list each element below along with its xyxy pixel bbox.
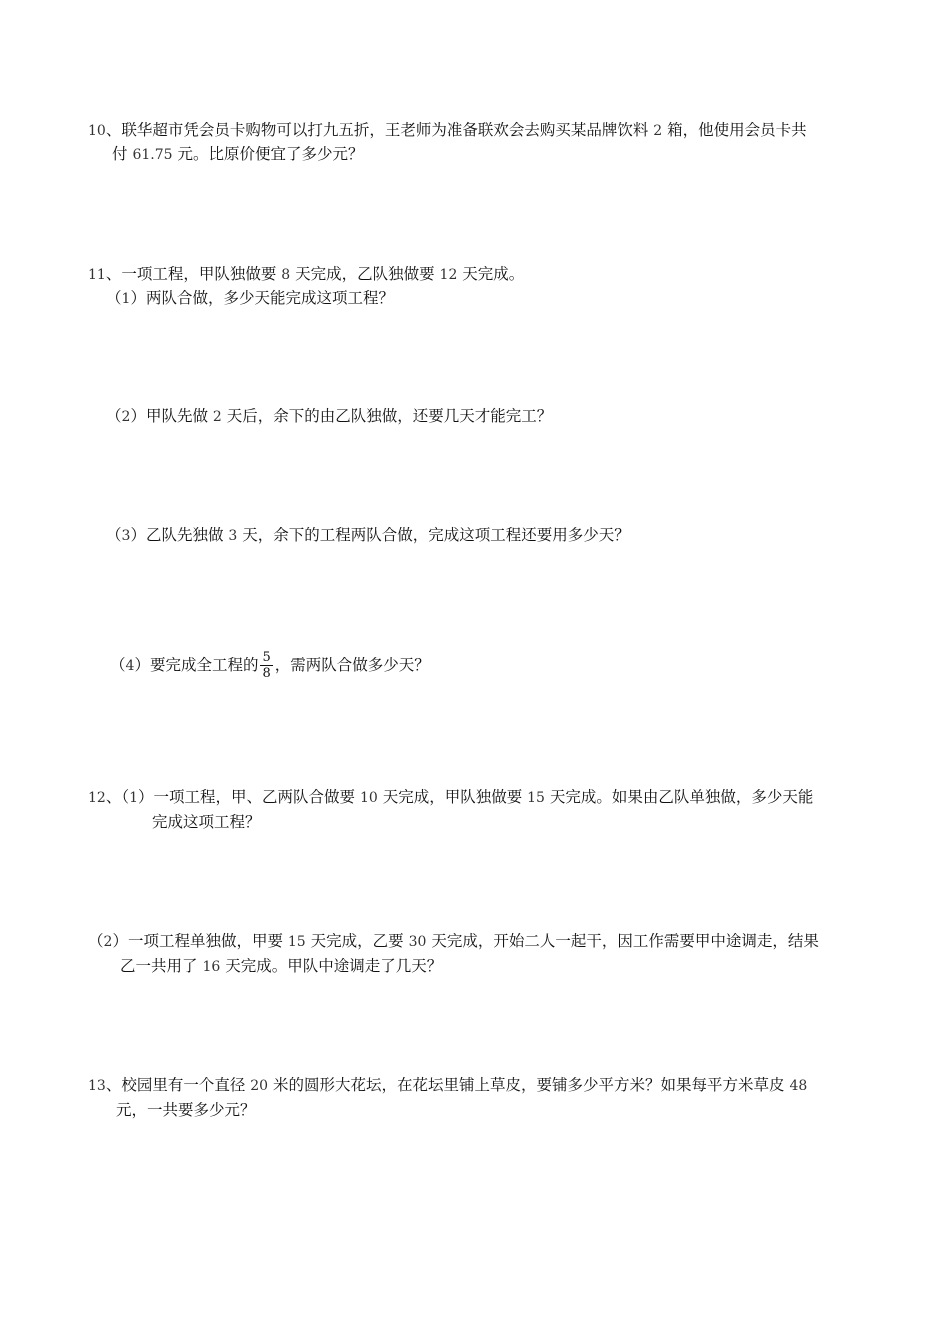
q12-part2-line1: （2）一项工程单独做，甲要 15 天完成，乙要 30 天完成，开始二人一起干，因工作需要甲中途调走，结果 xyxy=(88,932,819,950)
q10-line2: 付 61.75 元。比原价便宜了多少元？ xyxy=(112,145,364,163)
q11-part4 xyxy=(110,646,430,685)
q13-line1: 13、校园里有一个直径 20 米的圆形大花坛，在花坛里铺上草皮，要铺多少平方米？如果每平方米草皮 48 xyxy=(88,1076,808,1094)
q11-part4-text-after: ，需两队合做多少天？ xyxy=(274,656,430,674)
q11-part4-text-before: （4）要完成全工程的 xyxy=(110,656,259,674)
q11-part2: （2）甲队先做 2 天后，余下的由乙队独做，还要几天才能完工？ xyxy=(106,407,553,425)
q11-part3: （3）乙队先独做 3 天，余下的工程两队合做，完成这项工程还要用多少天？ xyxy=(106,526,630,544)
q11-part4-fraction xyxy=(260,650,272,681)
fraction-denominator: 8 xyxy=(262,666,271,681)
q12-part1-line1: 12、（1）一项工程，甲、乙两队合做要 10 天完成，甲队独做要 15 天完成。如果由乙队单独做，多少天能 xyxy=(88,788,814,806)
q11-stem: 11、一项工程，甲队独做要 8 天完成，乙队独做要 12 天完成。 xyxy=(88,265,525,283)
fraction-numerator: 5 xyxy=(262,650,271,665)
q13-line2: 元，一共要多少元？ xyxy=(116,1101,256,1119)
q10-line1: 10、联华超市凭会员卡购物可以打九五折，王老师为准备联欢会去购买某品牌饮料 2 箱，他使用会员卡共 xyxy=(88,121,807,139)
q12-part1-line2: 完成这项工程？ xyxy=(152,813,261,831)
q12-part2-line2: 乙一共用了 16 天完成。甲队中途调走了几天？ xyxy=(120,957,443,975)
q11-part1: （1）两队合做，多少天能完成这项工程？ xyxy=(106,289,394,307)
